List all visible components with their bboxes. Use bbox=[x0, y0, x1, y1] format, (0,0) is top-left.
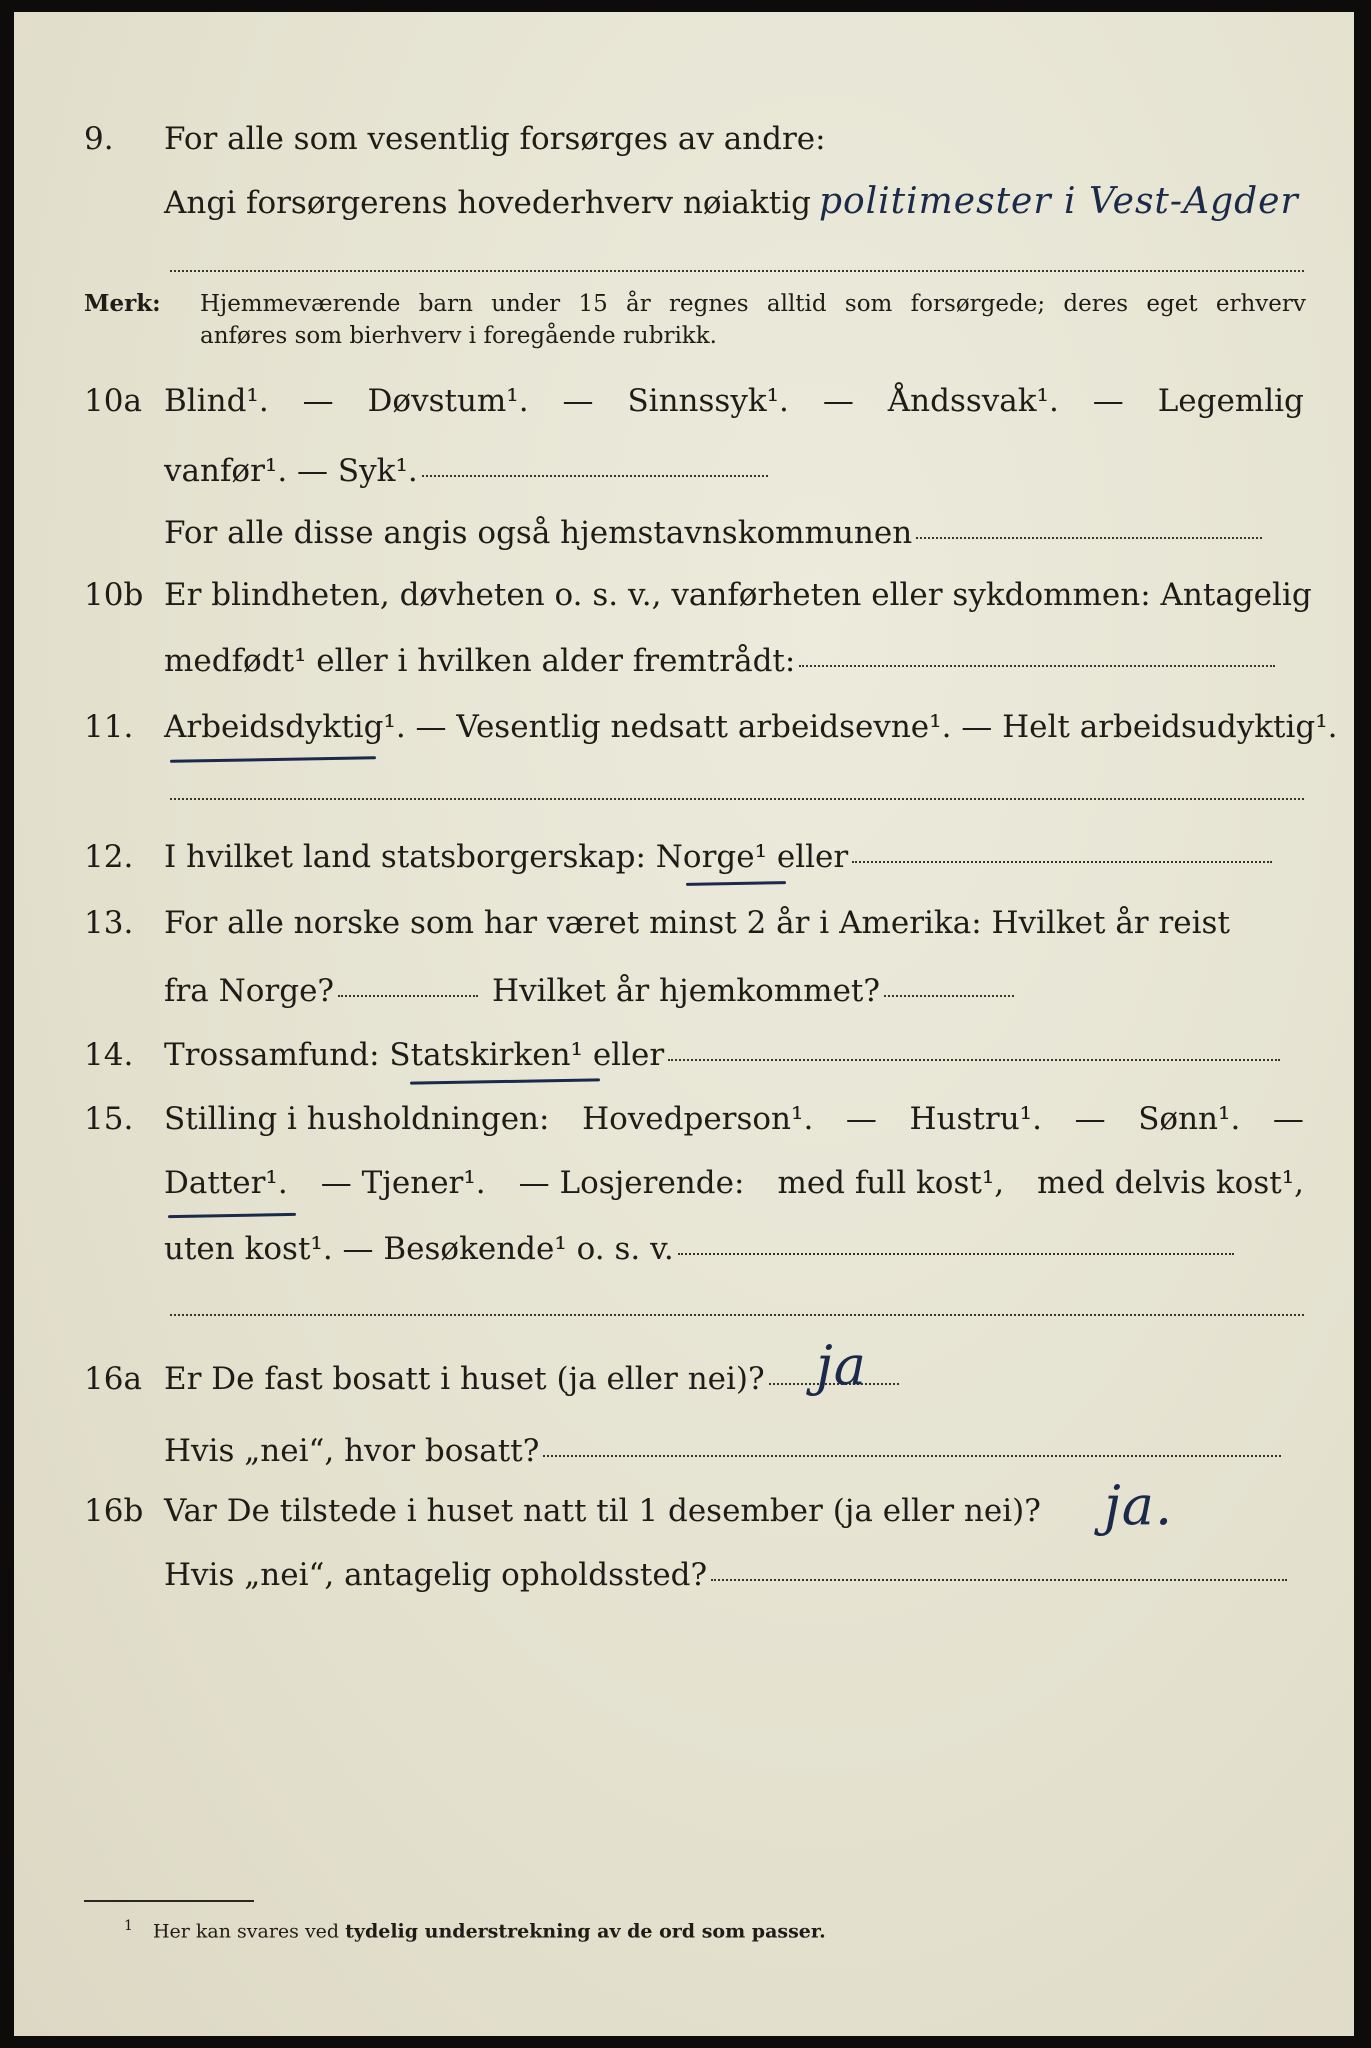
question-word: Stilling i husholdningen: bbox=[164, 1101, 550, 1137]
question-number: 9. bbox=[84, 121, 114, 157]
question-number: 14. bbox=[84, 1037, 134, 1073]
footnote-mark: 1 bbox=[124, 1918, 133, 1934]
question-word: Døvstum¹. bbox=[367, 383, 529, 419]
note-word: barn bbox=[418, 291, 473, 317]
question-number: 12. bbox=[84, 839, 134, 875]
question-text: For alle disse angis også hjemstavnskommunen bbox=[164, 515, 913, 551]
answer-dotted-line bbox=[170, 798, 1304, 800]
question-text: I hvilket land statsborgerskap: Norge¹ eller bbox=[164, 839, 849, 875]
note-line-1 bbox=[200, 288, 1306, 320]
question-text bbox=[164, 383, 1304, 419]
question-word: — bbox=[1074, 1101, 1106, 1137]
note-word: år bbox=[626, 291, 651, 317]
question-text: fra Norge? bbox=[164, 973, 335, 1009]
question-number: 15. bbox=[84, 1101, 134, 1137]
note-word: forsørgede; bbox=[910, 291, 1046, 317]
question-text: Hvis „nei“, antagelig opholdssted? bbox=[164, 1557, 708, 1593]
answer-dotted-line bbox=[711, 1579, 1287, 1581]
note-word: regnes bbox=[669, 291, 749, 317]
question-text: vanfør¹. — Syk¹. bbox=[164, 453, 418, 489]
question-number: 10b bbox=[84, 577, 144, 613]
answer-dotted-line bbox=[852, 861, 1272, 863]
answer-dotted-line bbox=[799, 665, 1275, 667]
question-word: Datter¹. bbox=[164, 1165, 288, 1201]
census-form-page bbox=[14, 12, 1354, 2036]
question-number: 13. bbox=[84, 905, 134, 941]
question-word: Legemlig bbox=[1157, 383, 1304, 419]
answer-dotted-line bbox=[170, 1314, 1304, 1316]
answer-dotted-line bbox=[422, 475, 768, 477]
question-word: Åndssvak¹. bbox=[887, 383, 1059, 419]
question-text: For alle norske som har været minst 2 år i Amerika: Hvilket år reist bbox=[164, 905, 1230, 941]
answer-dotted-line bbox=[916, 537, 1262, 539]
question-text: uten kost¹. — Besøkende¹ o. s. v. bbox=[164, 1231, 674, 1267]
question-text: Trossamfund: Statskirken¹ eller bbox=[164, 1037, 665, 1073]
note-word: Hjemmeværende bbox=[200, 291, 401, 317]
question-word: med delvis kost¹, bbox=[1037, 1165, 1304, 1201]
handwritten-underline bbox=[168, 1213, 296, 1218]
question-word: — bbox=[1272, 1101, 1304, 1137]
question-text: Hvilket år hjemkommet? bbox=[492, 973, 881, 1009]
footnote bbox=[124, 1918, 826, 1942]
question-text: For alle som vesentlig forsørges av andre: bbox=[164, 121, 826, 157]
answer-dotted-line bbox=[678, 1253, 1234, 1255]
question-number: 16b bbox=[84, 1493, 144, 1529]
footnote-text: Her kan svares ved bbox=[152, 1920, 340, 1943]
question-word: — bbox=[1092, 383, 1124, 419]
question-text: Er De fast bosatt i huset (ja eller nei)? bbox=[164, 1361, 765, 1397]
handwritten-underline bbox=[686, 881, 786, 886]
question-word: Sønn¹. bbox=[1138, 1101, 1241, 1137]
question-word: — Tjener¹. bbox=[320, 1165, 486, 1201]
question-text: Var De tilstede i huset natt til 1 desember (ja eller nei)? bbox=[164, 1493, 1041, 1529]
handwritten-answer: politimester i Vest-Agder bbox=[818, 181, 1299, 222]
question-word: Sinnssyk¹. bbox=[627, 383, 789, 419]
footnote-rule bbox=[84, 1900, 254, 1902]
question-word: Hustru¹. bbox=[909, 1101, 1042, 1137]
question-word: — bbox=[822, 383, 854, 419]
question-text bbox=[164, 1165, 1304, 1201]
note-word: eget bbox=[1146, 291, 1198, 317]
answer-dotted-line bbox=[338, 995, 478, 997]
question-word: — bbox=[562, 383, 594, 419]
note-word: deres bbox=[1063, 291, 1129, 317]
question-word: — bbox=[845, 1101, 877, 1137]
note-word: 15 bbox=[578, 291, 608, 317]
handwritten-answer: ja. bbox=[1104, 1474, 1174, 1537]
question-text: Arbeidsdyktig¹. — Vesentlig nedsatt arbeidsevne¹. — Helt arbeidsudyktig¹. bbox=[164, 709, 1338, 745]
question-number: 10a bbox=[84, 383, 142, 419]
question-text: Er blindheten, døvheten o. s. v., vanførheten eller sykdommen: Antagelig bbox=[164, 577, 1312, 613]
question-word: — bbox=[302, 383, 334, 419]
note-label: Merk: bbox=[84, 290, 161, 317]
footnote-text-bold: tydelig understrekning av de ord som passer. bbox=[345, 1920, 826, 1943]
note-line-2: anføres som bierhverv i foregående rubrikk. bbox=[200, 323, 717, 350]
answer-dotted-line bbox=[884, 995, 1014, 997]
question-word: Blind¹. bbox=[164, 383, 269, 419]
answer-dotted-line bbox=[668, 1059, 1280, 1061]
question-text: Hvis „nei“, hvor bosatt? bbox=[164, 1433, 540, 1469]
question-word: Hovedperson¹. bbox=[582, 1101, 814, 1137]
answer-dotted-line bbox=[170, 270, 1304, 272]
question-text: Angi forsørgerens hovederhverv nøiaktig bbox=[164, 185, 811, 221]
question-number: 16a bbox=[84, 1361, 142, 1397]
question-word: med full kost¹, bbox=[777, 1165, 1005, 1201]
question-word: — Losjerende: bbox=[518, 1165, 745, 1201]
note-word: erhverv bbox=[1215, 291, 1306, 317]
answer-dotted-line bbox=[543, 1455, 1281, 1457]
note-word: som bbox=[844, 291, 893, 317]
question-number: 11. bbox=[84, 709, 134, 745]
question-text bbox=[164, 1101, 1304, 1137]
question-text: medfødt¹ eller i hvilken alder fremtrådt: bbox=[164, 643, 796, 679]
note-word: alltid bbox=[766, 291, 827, 317]
note-word: under bbox=[491, 291, 561, 317]
handwritten-answer: ja bbox=[816, 1334, 867, 1397]
handwritten-underline bbox=[170, 756, 376, 763]
handwritten-underline bbox=[410, 1078, 600, 1084]
